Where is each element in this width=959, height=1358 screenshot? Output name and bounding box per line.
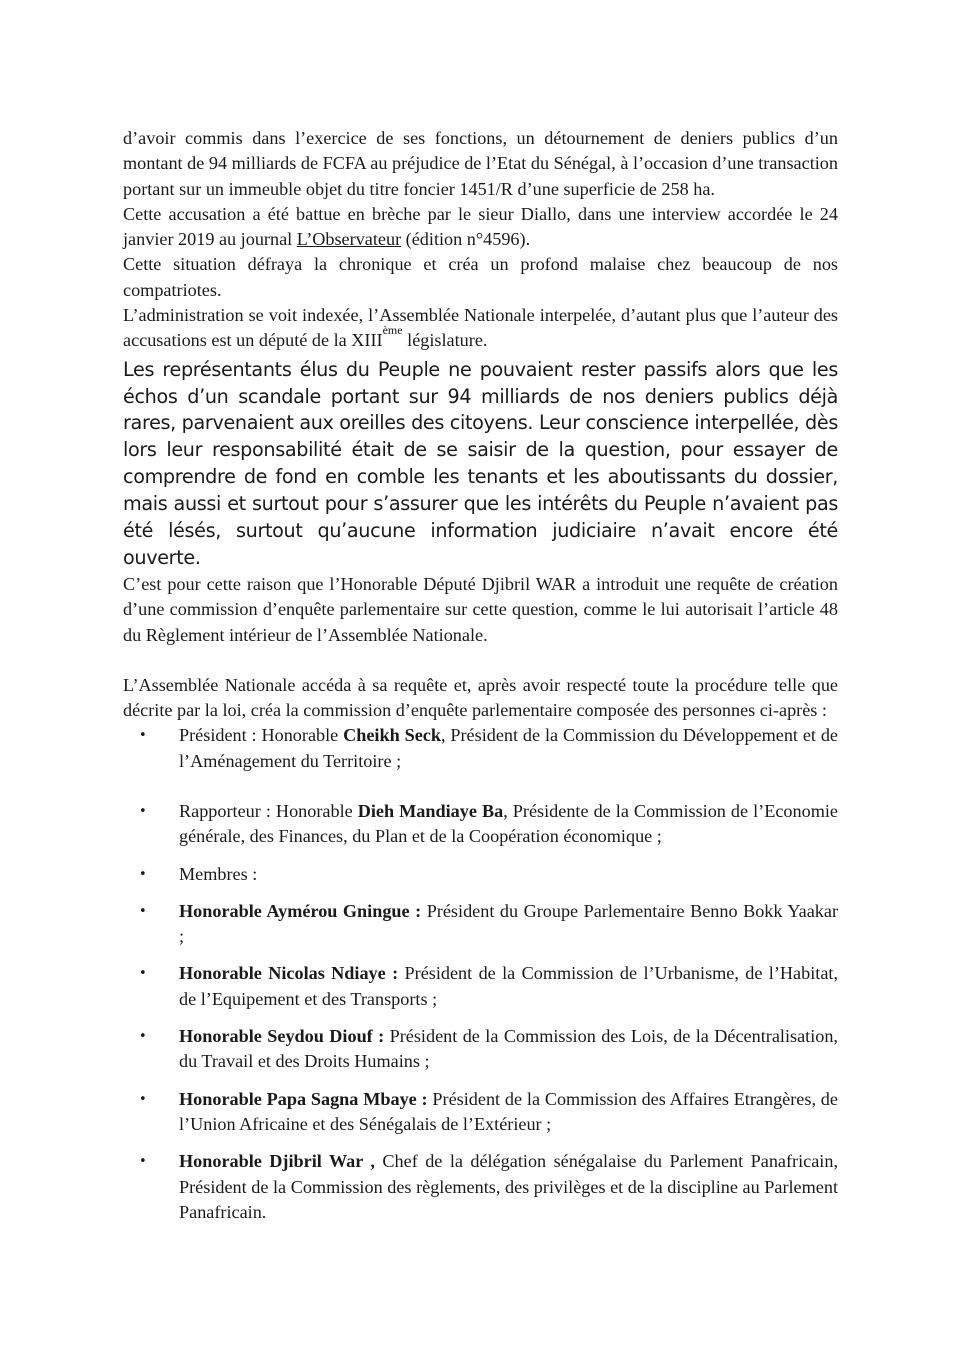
- member-name: Honorable Nicolas Ndiaye :: [179, 963, 399, 984]
- member-name: Honorable Seydou Diouf :: [179, 1026, 385, 1047]
- list-item-member: [123, 1024, 838, 1075]
- legislature-text: législature.: [402, 330, 488, 351]
- member-name: Cheikh Seck: [343, 725, 441, 746]
- paragraph-accusation: d’avoir commis dans l’exercice de ses fonctions, un détournement de deniers publics d’un montant de 94 milliards de FCFA au préjudice de l’Etat du Sénégal, à l’occasion d’une transaction portant sur un immeuble objet du titre foncier 1451/R d’une superficie de 258 ha.: [123, 128, 838, 199]
- spacer: [123, 648, 838, 673]
- role-label: Rapporteur : Honorable: [179, 801, 358, 821]
- member-role: Président de la Commission des Lois, de la Décentralisation, du Travail et des Droits Humains ;: [179, 1026, 838, 1072]
- list-item-member: [123, 961, 838, 1012]
- commission-members-list: [123, 723, 838, 1225]
- rebuttal-text: Cette accusation a été battue en brèche par le sieur Diallo, dans une interview accordée le 24 janvier 2019 au journal: [123, 203, 838, 250]
- list-item-member: [123, 1087, 838, 1138]
- bullet-icon: •: [139, 1029, 147, 1045]
- list-item-president: [123, 723, 838, 774]
- newspaper-title: L’Observateur: [296, 229, 402, 250]
- bullet-icon: •: [139, 903, 147, 919]
- member-role: Président du Groupe Parlementaire Benno Bokk Yaakar ;: [179, 900, 838, 947]
- paragraph-malaise: Cette situation défraya la chronique et créa un profond malaise chez beaucoup de nos compatriotes.: [123, 254, 838, 300]
- member-role: , Présidente de la Commission de l’Economie générale, des Finances, du Plan et de la Coopération économique ;: [179, 801, 838, 847]
- list-item-member: [123, 899, 838, 950]
- list-item-members-heading: [123, 862, 838, 887]
- paragraph-administration: [123, 303, 838, 356]
- list-item-member: [123, 1149, 838, 1225]
- edition-text: (édition n°4596).: [401, 229, 531, 250]
- document-page: [123, 126, 838, 1225]
- paragraph-request: C’est pour cette raison que l’Honorable Député Djibril WAR a introduit une requête de création d’une commission d’enquête parlementaire sur cette question, comme le lui autorisait l’article 48 du Règlement intérieur de l’Assemblée Nationale.: [123, 573, 838, 645]
- administration-text: L’administration se voit indexée, l’Assemblée Nationale interpelée, d’autant plus que l’auteur des accusations est un député de la XIII: [123, 305, 838, 351]
- superscript-eme: ème: [382, 323, 403, 338]
- member-role: Président de la Commission de l’Urbanisme, de l’Habitat, de l’Equipement et des Transports ;: [179, 963, 838, 1009]
- member-role: Chef de la délégation sénégalaise du Parlement Panafricain, Président de la Commission des règlements, des privilèges et de la discipline au Parlement Panafricain.: [179, 1151, 838, 1222]
- member-role: , Président de la Commission du Développement et de l’Aménagement du Territoire ;: [179, 725, 839, 771]
- member-name: Honorable Djibril War ,: [179, 1151, 375, 1172]
- member-name: Dieh Mandiaye Ba: [357, 801, 504, 821]
- list-item-rapporteur: [123, 799, 838, 850]
- bullet-icon: •: [139, 1091, 147, 1107]
- bullet-icon: •: [139, 804, 147, 819]
- member-name: Honorable Papa Sagna Mbaye :: [179, 1088, 428, 1109]
- bullet-icon: •: [139, 966, 147, 982]
- bullet-icon: •: [139, 728, 147, 744]
- paragraph-rebuttal: [123, 202, 838, 253]
- role-label: Président : Honorable: [179, 725, 344, 746]
- paragraph-representatives: Les représentants élus du Peuple ne pouvaient rester passifs alors que les échos d’un scandale portant sur 94 milliards de nos deniers publics déjà rares, parvenaient aux oreilles des citoyens. Leur conscience interpellée, dès lors leur responsabilité était de se saisir de la question, pour essayer de comprendre de fond en comble les tenants et les aboutissants du dossier, mais aussi et surtout pour s’assurer que les intérêts du Peuple n’avaient pas été lésés, surtout qu’aucune information judiciaire n’avait encore été ouverte.: [123, 357, 838, 570]
- bullet-icon: •: [139, 866, 147, 882]
- bullet-icon: •: [139, 1154, 147, 1170]
- member-name: Honorable Aymérou Gningue :: [179, 900, 422, 921]
- members-label: Membres :: [179, 863, 258, 884]
- member-role: Président de la Commission des Affaires Etrangères, de l’Union Africaine et des Sénégalais de l’Extérieur ;: [179, 1088, 838, 1134]
- paragraph-commission: L’Assemblée Nationale accéda à sa requête et, après avoir respecté toute la procédure telle que décrite par la loi, créa la commission d’enquête parlementaire composée des personnes ci-après :: [123, 674, 838, 721]
